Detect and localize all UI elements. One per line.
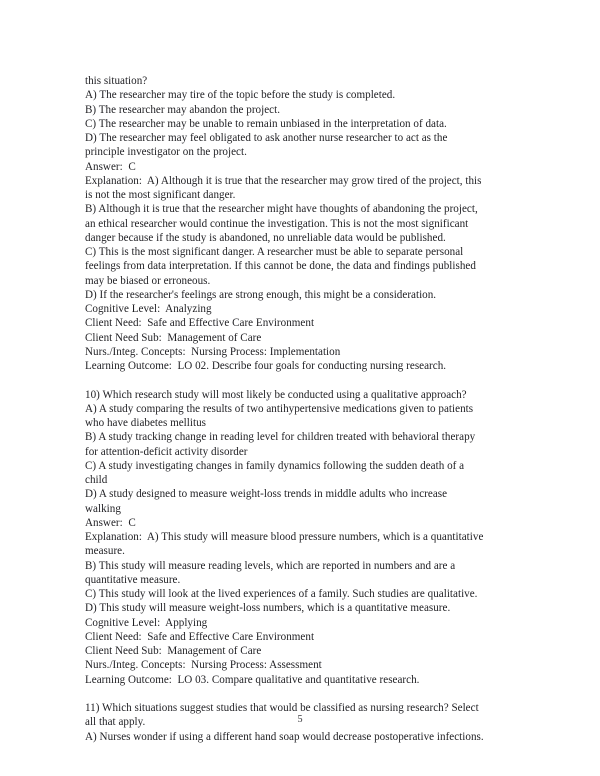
text-line: child [85,474,108,486]
text-line: B) The researcher may abandon the project. [85,103,280,116]
text-line: danger because if the study is abandoned, no unreliable data would be published. [85,231,446,244]
text-line: Cognitive Level: Applying [85,616,208,629]
text-line: A) The researcher may tire of the topic before the study is completed. [85,89,396,102]
text-line: Nurs./Integ. Concepts: Nursing Process: Assessment [85,659,322,672]
text-line: D) The researcher may feel obligated to ask another nurse researcher to act as the [85,132,448,144]
text-line: Client Need: Safe and Effective Care Environment [85,317,315,330]
text-line: is not the most significant danger. [85,189,236,201]
page-number: 5 [297,714,303,725]
text-line: measure. [85,545,125,558]
text-line: Answer: C [85,160,136,173]
text-line: Explanation: A) This study will measure blood pressure numbers, which is a quantitative [85,531,484,543]
text-line: an ethical researcher would continue the investigation. This is not the most significant [85,217,469,230]
text-line: Client Need Sub: Management of Care [85,645,262,657]
text-line: Answer: C [85,516,136,529]
text-line: quantitative measure. [85,573,181,586]
text-line: Learning Outcome: LO 03. Compare qualitative and quantitative research. [85,673,420,686]
text-line: C) A study investigating changes in family dynamics following the sudden death of a [85,459,465,472]
document-text-column [85,74,515,744]
text-line: Client Need: Safe and Effective Care Environment [85,630,315,643]
text-line: Explanation: A) Although it is true that the researcher may grow tired of the project, this [85,174,482,187]
text-line: Cognitive Level: Analyzing [85,303,212,315]
text-line: for attention-deficit activity disorder [85,445,248,458]
text-line: Nurs./Integ. Concepts: Nursing Process: Implementation [85,345,341,358]
text-line: 10) Which research study will most likely be conducted using a qualitative approach? [85,388,467,401]
text-line: C) This is the most significant danger. A researcher must be able to separate personal [85,246,464,258]
text-line: may be biased or erroneous. [85,274,211,287]
text-line: A) Nurses wonder if using a different hand soap would decrease postoperative infections. [85,730,484,743]
text-block-question-10 [85,388,515,687]
text-line: all that apply. [85,716,146,729]
text-line: D) If the researcher's feelings are strong enough, this might be a consideration. [85,288,437,301]
text-line: Learning Outcome: LO 02. Describe four goals for conducting nursing research. [85,360,447,372]
text-line: feelings from data interpretation. If this cannot be done, the data and findings published [85,260,476,273]
text-line: D) This study will measure weight-loss numbers, which is a quantitative measure. [85,602,451,615]
text-line: D) A study designed to measure weight-loss trends in middle adults who increase [85,488,448,501]
text-block-question-9-continued [85,74,515,373]
text-line: who have diabetes mellitus [85,417,206,429]
text-line: this situation? [85,75,148,87]
text-line: 11) Which situations suggest studies that would be classified as nursing research? Select [85,702,479,714]
text-line: B) This study will measure reading levels, which are reported in numbers and are a [85,559,456,572]
text-line: B) A study tracking change in reading level for children treated with behavioral therapy [85,431,476,444]
text-line: A) A study comparing the results of two antihypertensive medications given to patients [85,402,474,415]
text-line: C) The researcher may be unable to remain unbiased in the interpretation of data. [85,117,447,130]
text-line: B) Although it is true that the researcher might have thoughts of abandoning the project, [85,203,478,216]
text-line: Client Need Sub: Management of Care [85,331,262,344]
text-line: principle investigator on the project. [85,146,247,159]
text-line: walking [85,502,121,515]
text-line: C) This study will look at the lived experiences of a family. Such studies are qualitative. [85,588,478,600]
